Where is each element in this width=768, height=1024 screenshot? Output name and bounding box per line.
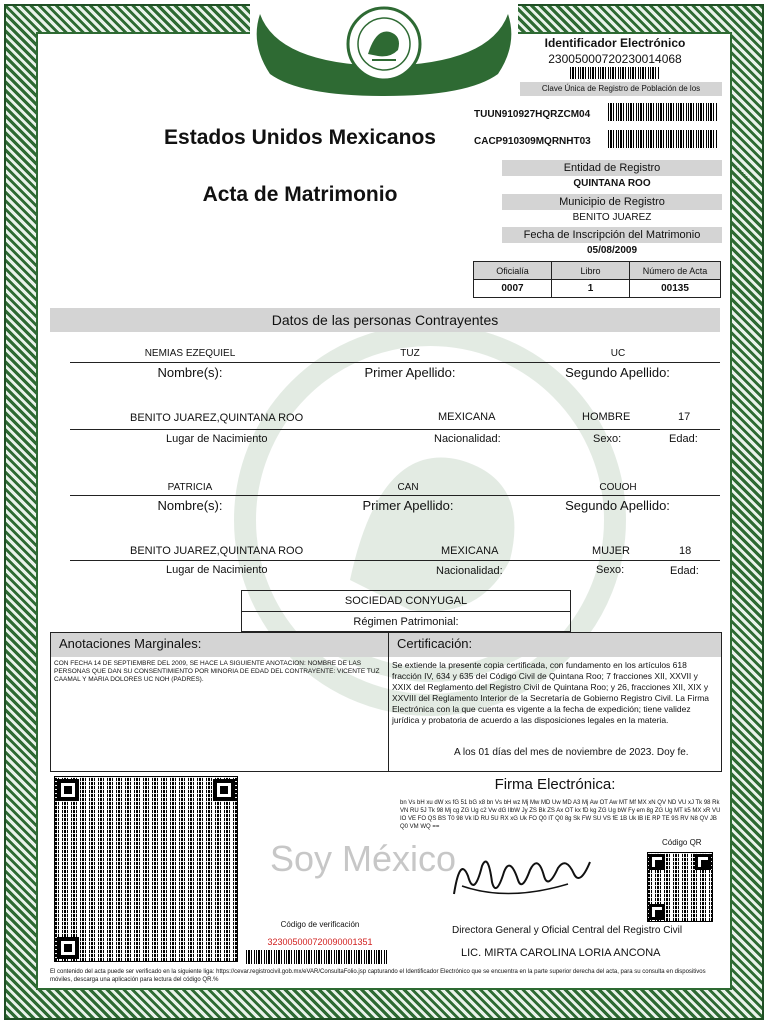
qr-code-large xyxy=(54,776,238,962)
p1-segundo-apellido-value: UC xyxy=(610,348,626,359)
p1-lugar-value: BENITO JUAREZ,QUINTANA ROO xyxy=(130,412,304,424)
p1-nombres-value: NEMIAS EZEQUIEL xyxy=(144,348,236,359)
p1-nacionalidad-value: MEXICANA xyxy=(438,411,496,423)
fecha-label: Fecha de Inscripción del Matrimonio xyxy=(502,227,722,243)
fecha-value: 05/08/2009 xyxy=(586,245,638,256)
director-title: Directora General y Oficial Central del Registro Civil xyxy=(452,925,683,936)
soy-mexico-watermark: Soy México xyxy=(270,838,457,879)
municipio-value: BENITO JUAREZ xyxy=(572,212,652,223)
libro-header: Libro xyxy=(552,262,630,280)
regimen-value: SOCIEDAD CONYUGAL xyxy=(344,595,468,607)
p2-segundo-apellido-value: COUOH xyxy=(599,482,637,493)
national-crest-icon xyxy=(250,4,518,100)
divider xyxy=(70,362,720,363)
qr-code-small xyxy=(647,852,713,922)
divider xyxy=(70,429,720,430)
director-name: LIC. MIRTA CAROLINA LORIA ANCONA xyxy=(461,947,661,959)
divider xyxy=(241,611,571,612)
verification-barcode xyxy=(246,950,388,964)
section-title: Datos de las personas Contrayentes xyxy=(50,308,720,332)
certificacion-date: A los 01 días del mes de noviembre de 2023. Doy fe. xyxy=(454,747,689,758)
p2-sexo-label: Sexo: xyxy=(596,564,625,576)
p1-segundo-apellido-label: Segundo Apellido: xyxy=(565,365,670,380)
p2-nombres-label: Nombre(s): xyxy=(157,498,223,513)
verification-label: Código de verificación xyxy=(280,920,360,929)
p1-sexo-value: HOMBRE xyxy=(582,411,631,423)
curp-barcode-1 xyxy=(608,103,718,121)
municipio-label: Municipio de Registro xyxy=(502,194,722,210)
firma-title: Firma Electrónica: xyxy=(494,776,616,793)
p2-lugar-label: Lugar de Nacimiento xyxy=(166,564,268,576)
certificacion-title: Certificación: xyxy=(389,633,721,657)
numero-acta-header: Número de Acta xyxy=(630,262,721,280)
identifier-number: 23005000720230014068 xyxy=(548,52,682,66)
curp-contrayente-1: TUUN910927HQRZCM04 xyxy=(474,109,591,120)
divider xyxy=(70,495,720,496)
curp-contrayente-2: CACP910309MQRNHT03 xyxy=(474,136,591,147)
p2-nacionalidad-label: Nacionalidad: xyxy=(436,565,503,577)
p1-edad-label: Edad: xyxy=(669,433,698,445)
p2-nombres-value: PATRICIA xyxy=(167,482,213,493)
p2-primer-apellido-value: CAN xyxy=(397,482,419,493)
document-type-title: Acta de Matrimonio xyxy=(202,183,398,206)
entidad-value: QUINTANA ROO xyxy=(573,178,651,189)
verification-code: 323005000720090001351 xyxy=(267,937,373,947)
p2-sexo-value: MUJER xyxy=(592,545,630,557)
numero-acta-value: 00135 xyxy=(630,280,721,298)
p2-primer-apellido-label: Primer Apellido: xyxy=(362,498,454,513)
entidad-label: Entidad de Registro xyxy=(502,160,722,176)
curp-barcode-2 xyxy=(608,130,718,148)
country-title: Estados Unidos Mexicanos xyxy=(164,126,436,149)
oficialia-value: 0007 xyxy=(474,280,552,298)
footer-note: El contenido del acta puede ser verificado en la siguiente liga: https://cevar.registrocivil.gob.mx/eVAR/ConsultaFolio.jsp capturando el Identificador Electrónico que se encuentra en la parte superior derecha del acta, para su consulta en dispositivos móviles, descarga una aplicación para lectura del código QR.% xyxy=(50,969,706,983)
identifier-title: Identificador Electrónico xyxy=(544,36,686,50)
anotaciones-title: Anotaciones Marginales: xyxy=(51,633,388,657)
anotaciones-text: CON FECHA 14 DE SEPTIEMBRE DEL 2009, SE HACE LA SIGUIENTE ANOTACION: NOMBRE DE LAS PERSONAS QUE DAN SU CONSENTIMIENTO POR MINORIA DE EDAD DEL CONTRAYENTE: VICENTE TUZ CAAMAL Y MARIA DOLORES UC NOH (PADRES). xyxy=(54,660,380,683)
p2-edad-label: Edad: xyxy=(670,565,699,577)
identifier-barcode xyxy=(570,67,660,79)
p2-segundo-apellido-label: Segundo Apellido: xyxy=(565,498,670,513)
firma-hash: bn Vs bH xu dW xs fG 51 bG x8 bn Vs bH wz Mj Mw MD Uw MD A3 Mj Aw OT Aw MT Mf MX xN QV ND VU xJ Tk 98 Rk VN RU 5J Tk 98 Mj cg ZG Ug c2 Vw dG IlbW Jy ZS Bk ZS Ax OT kx fD kg ZG Ug bW Fy em 8g ZG Ug MT k5 MX xR VU IO VE FO QS BS T0 98 Vk lD RU 5U RX xG Uk FO Q0 IT Q0 8g Sk FW SU VS fE 1B Uk lB IE RP TE 9S RV N8 QV JB Q0 VM WQ == xyxy=(400,800,721,830)
p2-edad-value: 18 xyxy=(679,545,692,557)
p1-nacionalidad-label: Nacionalidad: xyxy=(434,433,501,445)
p1-primer-apellido-value: TUZ xyxy=(400,348,420,359)
p1-edad-value: 17 xyxy=(678,411,691,423)
crest-band xyxy=(250,4,518,100)
divider xyxy=(70,560,720,561)
p1-nombres-label: Nombre(s): xyxy=(157,365,223,380)
oficialia-header: Oficialía xyxy=(474,262,552,280)
libro-value: 1 xyxy=(552,280,630,298)
p1-lugar-label: Lugar de Nacimiento xyxy=(166,433,268,445)
signature-icon xyxy=(448,846,598,908)
p1-sexo-label: Sexo: xyxy=(593,433,622,445)
p1-primer-apellido-label: Primer Apellido: xyxy=(364,365,456,380)
curp-label: Clave Única de Registro de Población de los xyxy=(520,82,722,96)
regimen-label: Régimen Patrimonial: xyxy=(353,616,459,628)
qr-small-label: Código QR xyxy=(662,838,702,847)
oficialia-table xyxy=(473,261,721,298)
p2-lugar-value: BENITO JUAREZ,QUINTANA ROO xyxy=(130,545,304,557)
certificacion-text: Se extiende la presente copia certificada, con fundamento en los artículos 618 fracción IV, 634 y 635 del Código Civil de Quintana Roo; 7 fracciones XII, XXVII y XXIX del Reglamento del Registro Civil de Quintana Roo; y 26, fracciones XII, XIX y XXVIII del Reglamento Interior de la Secretaría de Gobierno Registro Civil. La Firma Electrónica con la que cuenta es vigente a la fecha de expedición; tiene validez jurídica y probatoria de acuerdo a las disposiciones legales en la materia. xyxy=(392,660,710,725)
p2-nacionalidad-value: MEXICANA xyxy=(441,545,499,557)
